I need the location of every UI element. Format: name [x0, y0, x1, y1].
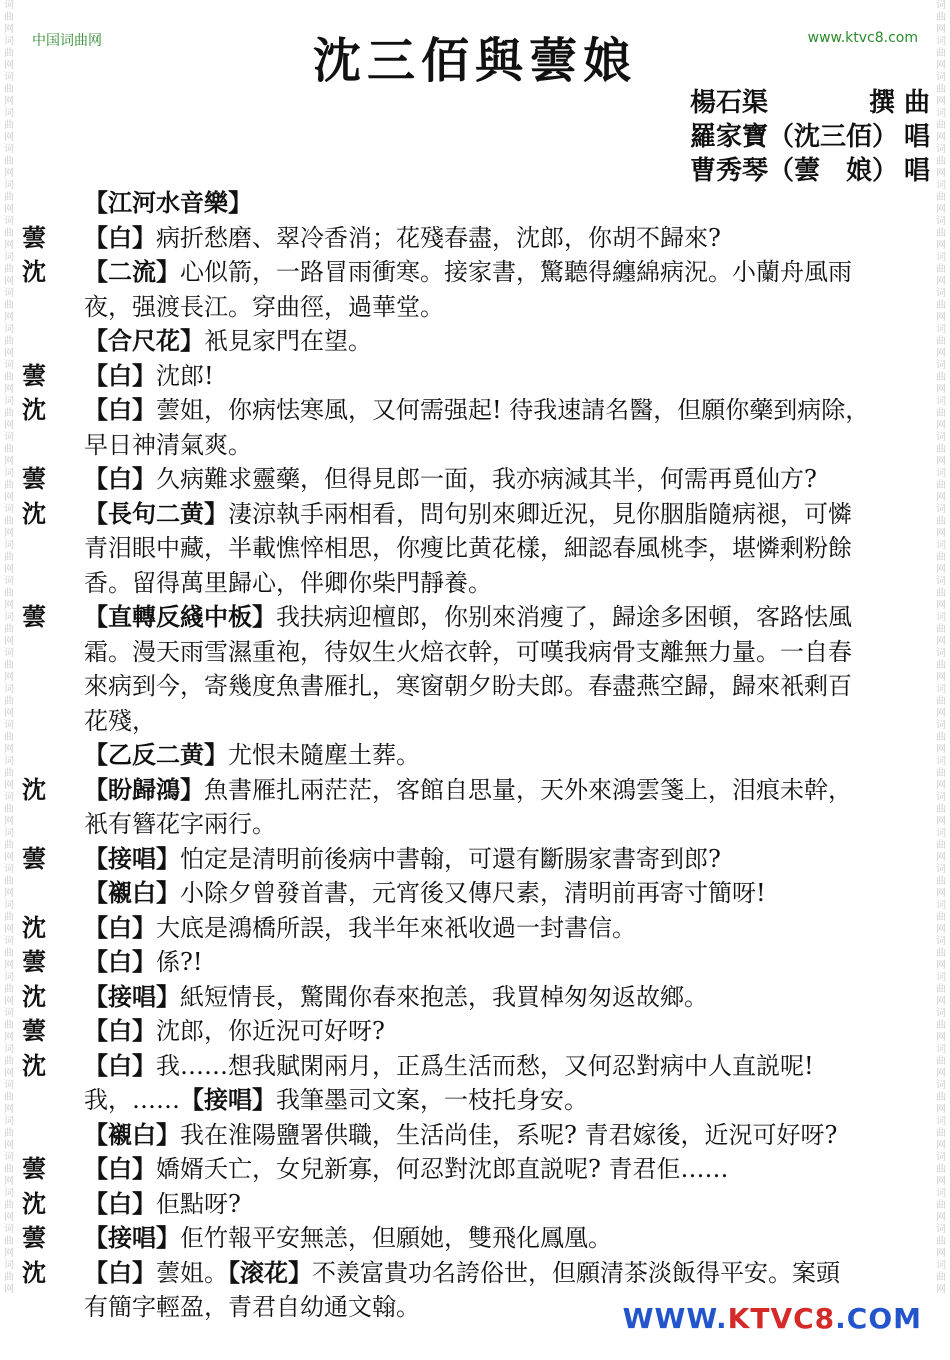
lyric-lines — [84, 1152, 922, 1187]
lyric-line — [84, 359, 922, 394]
credits-block — [690, 86, 930, 188]
speaker-label: 蕓 — [22, 1223, 46, 1252]
lyric-lines — [84, 773, 922, 842]
tune-tag: 【白】 — [84, 1188, 156, 1218]
speaker-label: 蕓 — [22, 602, 46, 631]
lyric-text: 我，…… — [84, 1086, 180, 1114]
speaker-label: 蕓 — [22, 843, 46, 873]
tune-tag: 【江河水音樂】 — [84, 188, 252, 217]
lyric-line — [84, 842, 922, 877]
speaker-label: 蕓 — [22, 947, 46, 976]
lyric-text: 我筆墨司文案，一枝托身安。 — [276, 1086, 588, 1114]
credit-singer-shen — [690, 120, 930, 154]
lyric-lines — [84, 911, 922, 946]
lyric-text: 蕓姐，你病怯寒風，又何需强起! 待我速請名醫，但願你藥到病除， — [156, 396, 870, 424]
lyric-lines — [84, 842, 922, 877]
lyric-text: 青泪眼中藏，半載憔悴相思，你瘦比黄花樣，細認春風桃李，堪憐剩粉餘 — [84, 534, 852, 562]
lyric-text: 衹有簪花字兩行。 — [84, 810, 276, 838]
lyric-line — [84, 324, 922, 359]
script-row — [22, 945, 922, 980]
tune-tag: 【直轉反綫中板】 — [84, 602, 276, 631]
tune-tag: 【白】 — [84, 912, 156, 942]
footer-watermark-suffix: .COM — [835, 1302, 922, 1335]
lyric-line — [84, 600, 922, 635]
lyric-line — [84, 738, 922, 773]
lyric-line — [84, 1187, 922, 1222]
lyric-text: 魚書雁扎兩茫茫，客館自思量，天外來鴻雲箋上，泪痕未幹， — [204, 775, 852, 804]
site-watermark-right: www.ktvc8.com — [807, 30, 918, 46]
lyric-lines — [84, 980, 922, 1015]
lyric-text: 早日神清氣爽。 — [84, 430, 252, 459]
script-row — [22, 497, 922, 601]
script-row — [22, 359, 922, 394]
tune-tag: 【襯白】 — [84, 878, 180, 907]
tune-tag: 【接唱】 — [84, 843, 180, 873]
lyric-text: 有簡字輕盈，青君自幼通文翰。 — [84, 1293, 420, 1321]
tune-tag: 【白】 — [84, 395, 156, 424]
speaker-label: 沈 — [22, 1188, 46, 1218]
lyric-line — [84, 255, 922, 290]
credit-singer-yun — [690, 154, 930, 188]
lyric-text: 嬌婿夭亡，女兒新寡，何忍對沈郎直説呢? 青君佢…… — [156, 1155, 729, 1183]
speaker-label: 蕓 — [22, 360, 46, 390]
lyric-lines — [84, 393, 922, 462]
lyric-lines — [84, 221, 922, 256]
lyric-line — [84, 1221, 922, 1256]
lyric-text: 佢竹報平安無恙，但願她，雙飛化鳳凰。 — [180, 1224, 612, 1252]
lyric-line — [84, 876, 922, 911]
script-row — [22, 980, 922, 1015]
tune-tag: 【白】 — [84, 947, 156, 976]
speaker-label: 沈 — [22, 1050, 46, 1080]
lyric-text: 淒涼執手兩相看，問句别來卿近況，見你胭脂隨病褪，可憐 — [228, 499, 852, 528]
speaker-label: 蕓 — [22, 1016, 46, 1045]
lyric-lines — [84, 1221, 922, 1256]
lyric-line — [84, 704, 922, 739]
speaker-label: 蕓 — [22, 464, 46, 493]
script-body — [22, 186, 922, 1325]
lyric-line — [84, 497, 922, 532]
site-watermark-left: 中国词曲网 — [32, 33, 102, 49]
credit-name: 楊石渠 — [690, 88, 769, 118]
lyric-text: 大底是鴻橋所誤，我半年來衹收過一封書信。 — [156, 913, 636, 942]
script-row — [22, 221, 922, 256]
tune-tag: 【長句二黄】 — [84, 498, 228, 528]
lyric-text: 蕓姐。 — [156, 1258, 228, 1287]
script-row — [22, 1049, 922, 1118]
footer-watermark — [623, 1302, 922, 1335]
script-row — [22, 842, 922, 877]
lyric-text: 我扶病迎檀郎，你别來消瘦了，歸途多困頓，客路怯風 — [276, 603, 852, 631]
lyric-line — [84, 1014, 922, 1049]
lyric-text: 不羨富貴功名誇俗世，但願清茶淡飯得平安。案頭 — [312, 1258, 840, 1287]
script-row — [22, 600, 922, 738]
lyric-lines — [84, 1118, 922, 1153]
script-row — [22, 1118, 922, 1153]
lyric-lines — [84, 255, 922, 324]
lyric-text: 久病難求靈藥，但得見郎一面，我亦病減其半，何需再覓仙方? — [156, 465, 817, 493]
lyric-text: 香。留得萬里歸心，伴卿你柴門靜養。 — [84, 568, 492, 597]
tune-tag: 【乙反二黄】 — [84, 740, 228, 769]
tune-tag: 【襯白】 — [84, 1119, 180, 1149]
lyric-lines — [84, 324, 922, 359]
script-row — [22, 1152, 922, 1187]
lyric-line — [84, 531, 922, 566]
credit-role: 撰 曲 — [868, 88, 930, 118]
credit-composer — [690, 86, 930, 120]
script-row — [22, 911, 922, 946]
lyric-line — [84, 186, 922, 221]
lyric-lines — [84, 1187, 922, 1222]
lyric-text: 病折愁磨、翠冷香消；花殘春盡，沈郎，你胡不歸來? — [156, 223, 721, 252]
lyric-line — [84, 1118, 922, 1153]
lyric-lines — [84, 497, 922, 601]
speaker-label: 蕓 — [22, 222, 46, 252]
lyric-text: 心似箭，一路冒雨衝寒。接家書，驚聽得纏綿病況。小蘭舟風雨 — [180, 258, 852, 286]
lyric-text: 我在淮陽鹽署供職，生活尚佳，系呢? 青君嫁後，近況可好呀? — [180, 1120, 838, 1149]
lyric-lines — [84, 600, 922, 738]
tune-tag: 【盼歸鴻】 — [84, 774, 204, 804]
tune-tag: 【二流】 — [84, 257, 180, 286]
lyric-line — [84, 669, 922, 704]
lyric-lines — [84, 1014, 922, 1049]
lyric-line — [84, 462, 922, 497]
script-row — [22, 255, 922, 324]
script-row — [22, 876, 922, 911]
speaker-label: 沈 — [22, 498, 46, 528]
lyric-line — [84, 911, 922, 946]
lyric-lines — [84, 945, 922, 980]
lyric-line — [84, 1256, 922, 1291]
lyric-text: 佢點呀? — [156, 1189, 241, 1218]
lyric-lines — [84, 1049, 922, 1118]
script-row — [22, 773, 922, 842]
lyric-text: 沈郎! — [156, 361, 214, 390]
lyric-lines — [84, 359, 922, 394]
tune-tag: 【白】 — [84, 1016, 156, 1045]
speaker-label: 沈 — [22, 257, 46, 286]
lyric-text: 怕定是清明前後病中書翰，可還有斷腸家書寄到郎? — [180, 844, 721, 873]
lyric-text: 我……想我賦閑兩月，正爲生活而愁，又何忍對病中人直説呢! — [156, 1051, 814, 1080]
credit-role: 唱 — [903, 122, 930, 152]
credit-name: 曹秀琴（蕓 娘） — [690, 156, 899, 186]
script-row — [22, 186, 922, 221]
lyric-lines — [84, 462, 922, 497]
lyric-lines — [84, 738, 922, 773]
credit-role: 唱 — [903, 156, 930, 186]
script-row — [22, 1221, 922, 1256]
speaker-label: 沈 — [22, 395, 46, 424]
script-row — [22, 738, 922, 773]
footer-watermark-prefix: WWW. — [622, 1302, 728, 1335]
lyric-text: 衹見家門在望。 — [204, 327, 372, 355]
tune-tag: 【合尺花】 — [84, 326, 204, 355]
speaker-label: 沈 — [22, 774, 46, 804]
lyric-line — [84, 1083, 922, 1118]
credit-name: 羅家寶（沈三佰） — [690, 122, 899, 152]
lyric-line — [84, 1152, 922, 1187]
lyric-line — [84, 428, 922, 463]
tune-tag: 【白】 — [84, 1154, 156, 1183]
lyric-line — [84, 393, 922, 428]
lyric-text: 尤恨未隨塵土葬。 — [228, 741, 420, 769]
lyric-text: 霜。漫天雨雪濕重袍，待奴生火焙衣幹，可嘆我病骨支離無力量。一自春 — [84, 637, 852, 666]
lyric-line — [84, 221, 922, 256]
tune-tag: 【接唱】 — [180, 1085, 276, 1114]
speaker-label: 沈 — [22, 912, 46, 942]
script-row — [22, 393, 922, 462]
lyric-lines — [84, 186, 922, 221]
lyric-line — [84, 1049, 922, 1084]
side-watermark-right: 词曲网词曲网词曲网词曲网词曲网词曲网词曲网词曲网词曲网词曲网词曲网词曲网词曲网词曲网词曲网词曲网词曲网词曲网词曲网词曲网词曲网词曲网词曲网词曲网词曲网词曲网词曲网词曲网词曲网词曲网词曲网词曲网词曲网词曲网词曲网词曲网 — [936, 0, 946, 1295]
tune-tag: 【白】 — [84, 222, 156, 252]
lyric-lines — [84, 876, 922, 911]
lyric-text: 係?! — [156, 948, 203, 976]
lyric-line — [84, 945, 922, 980]
side-watermark-left: 词曲网词曲网词曲网词曲网词曲网词曲网词曲网词曲网词曲网词曲网词曲网词曲网词曲网词曲网词曲网词曲网词曲网词曲网词曲网词曲网词曲网词曲网词曲网词曲网词曲网词曲网词曲网词曲网词曲网词曲网词曲网词曲网词曲网词曲网词曲网词曲网 — [4, 0, 14, 1295]
tune-tag: 【白】 — [84, 1050, 156, 1080]
lyric-line — [84, 980, 922, 1015]
script-row — [22, 324, 922, 359]
tune-tag: 【接唱】 — [84, 981, 180, 1011]
lyric-text: 小除夕曾發首書，元宵後又傳尺素，清明前再寄寸簡呀! — [180, 879, 766, 907]
tune-tag: 【白】 — [84, 360, 156, 390]
page-title: 沈三佰與蕓娘 — [312, 33, 637, 89]
lyric-text: 夜，强渡長江。穿曲徑，過華堂。 — [84, 292, 444, 321]
script-row — [22, 1014, 922, 1049]
speaker-label: 沈 — [22, 1257, 46, 1287]
lyric-line — [84, 290, 922, 325]
lyric-line — [84, 635, 922, 670]
tune-tag: 【滚花】 — [228, 1257, 312, 1287]
lyric-line — [84, 773, 922, 808]
lyric-text: 紙短情長，驚聞你春來抱恙，我買棹匆匆返故鄉。 — [180, 982, 708, 1011]
tune-tag: 【白】 — [84, 464, 156, 493]
lyric-text: 花殘， — [84, 706, 156, 735]
tune-tag: 【白】 — [84, 1257, 156, 1287]
speaker-label: 蕓 — [22, 1154, 46, 1183]
speaker-label: 沈 — [22, 981, 46, 1011]
script-row — [22, 1187, 922, 1222]
tune-tag: 【接唱】 — [84, 1223, 180, 1252]
lyric-line — [84, 807, 922, 842]
footer-watermark-brand: KTVC8 — [727, 1302, 836, 1335]
lyric-text: 沈郎，你近況可好呀? — [156, 1017, 385, 1045]
lyric-text: 來病到今，寄幾度魚書雁扎，寒窗朝夕盼夫郎。春盡燕空歸，歸來衹剩百 — [84, 672, 852, 700]
script-row — [22, 462, 922, 497]
lyric-line — [84, 566, 922, 601]
